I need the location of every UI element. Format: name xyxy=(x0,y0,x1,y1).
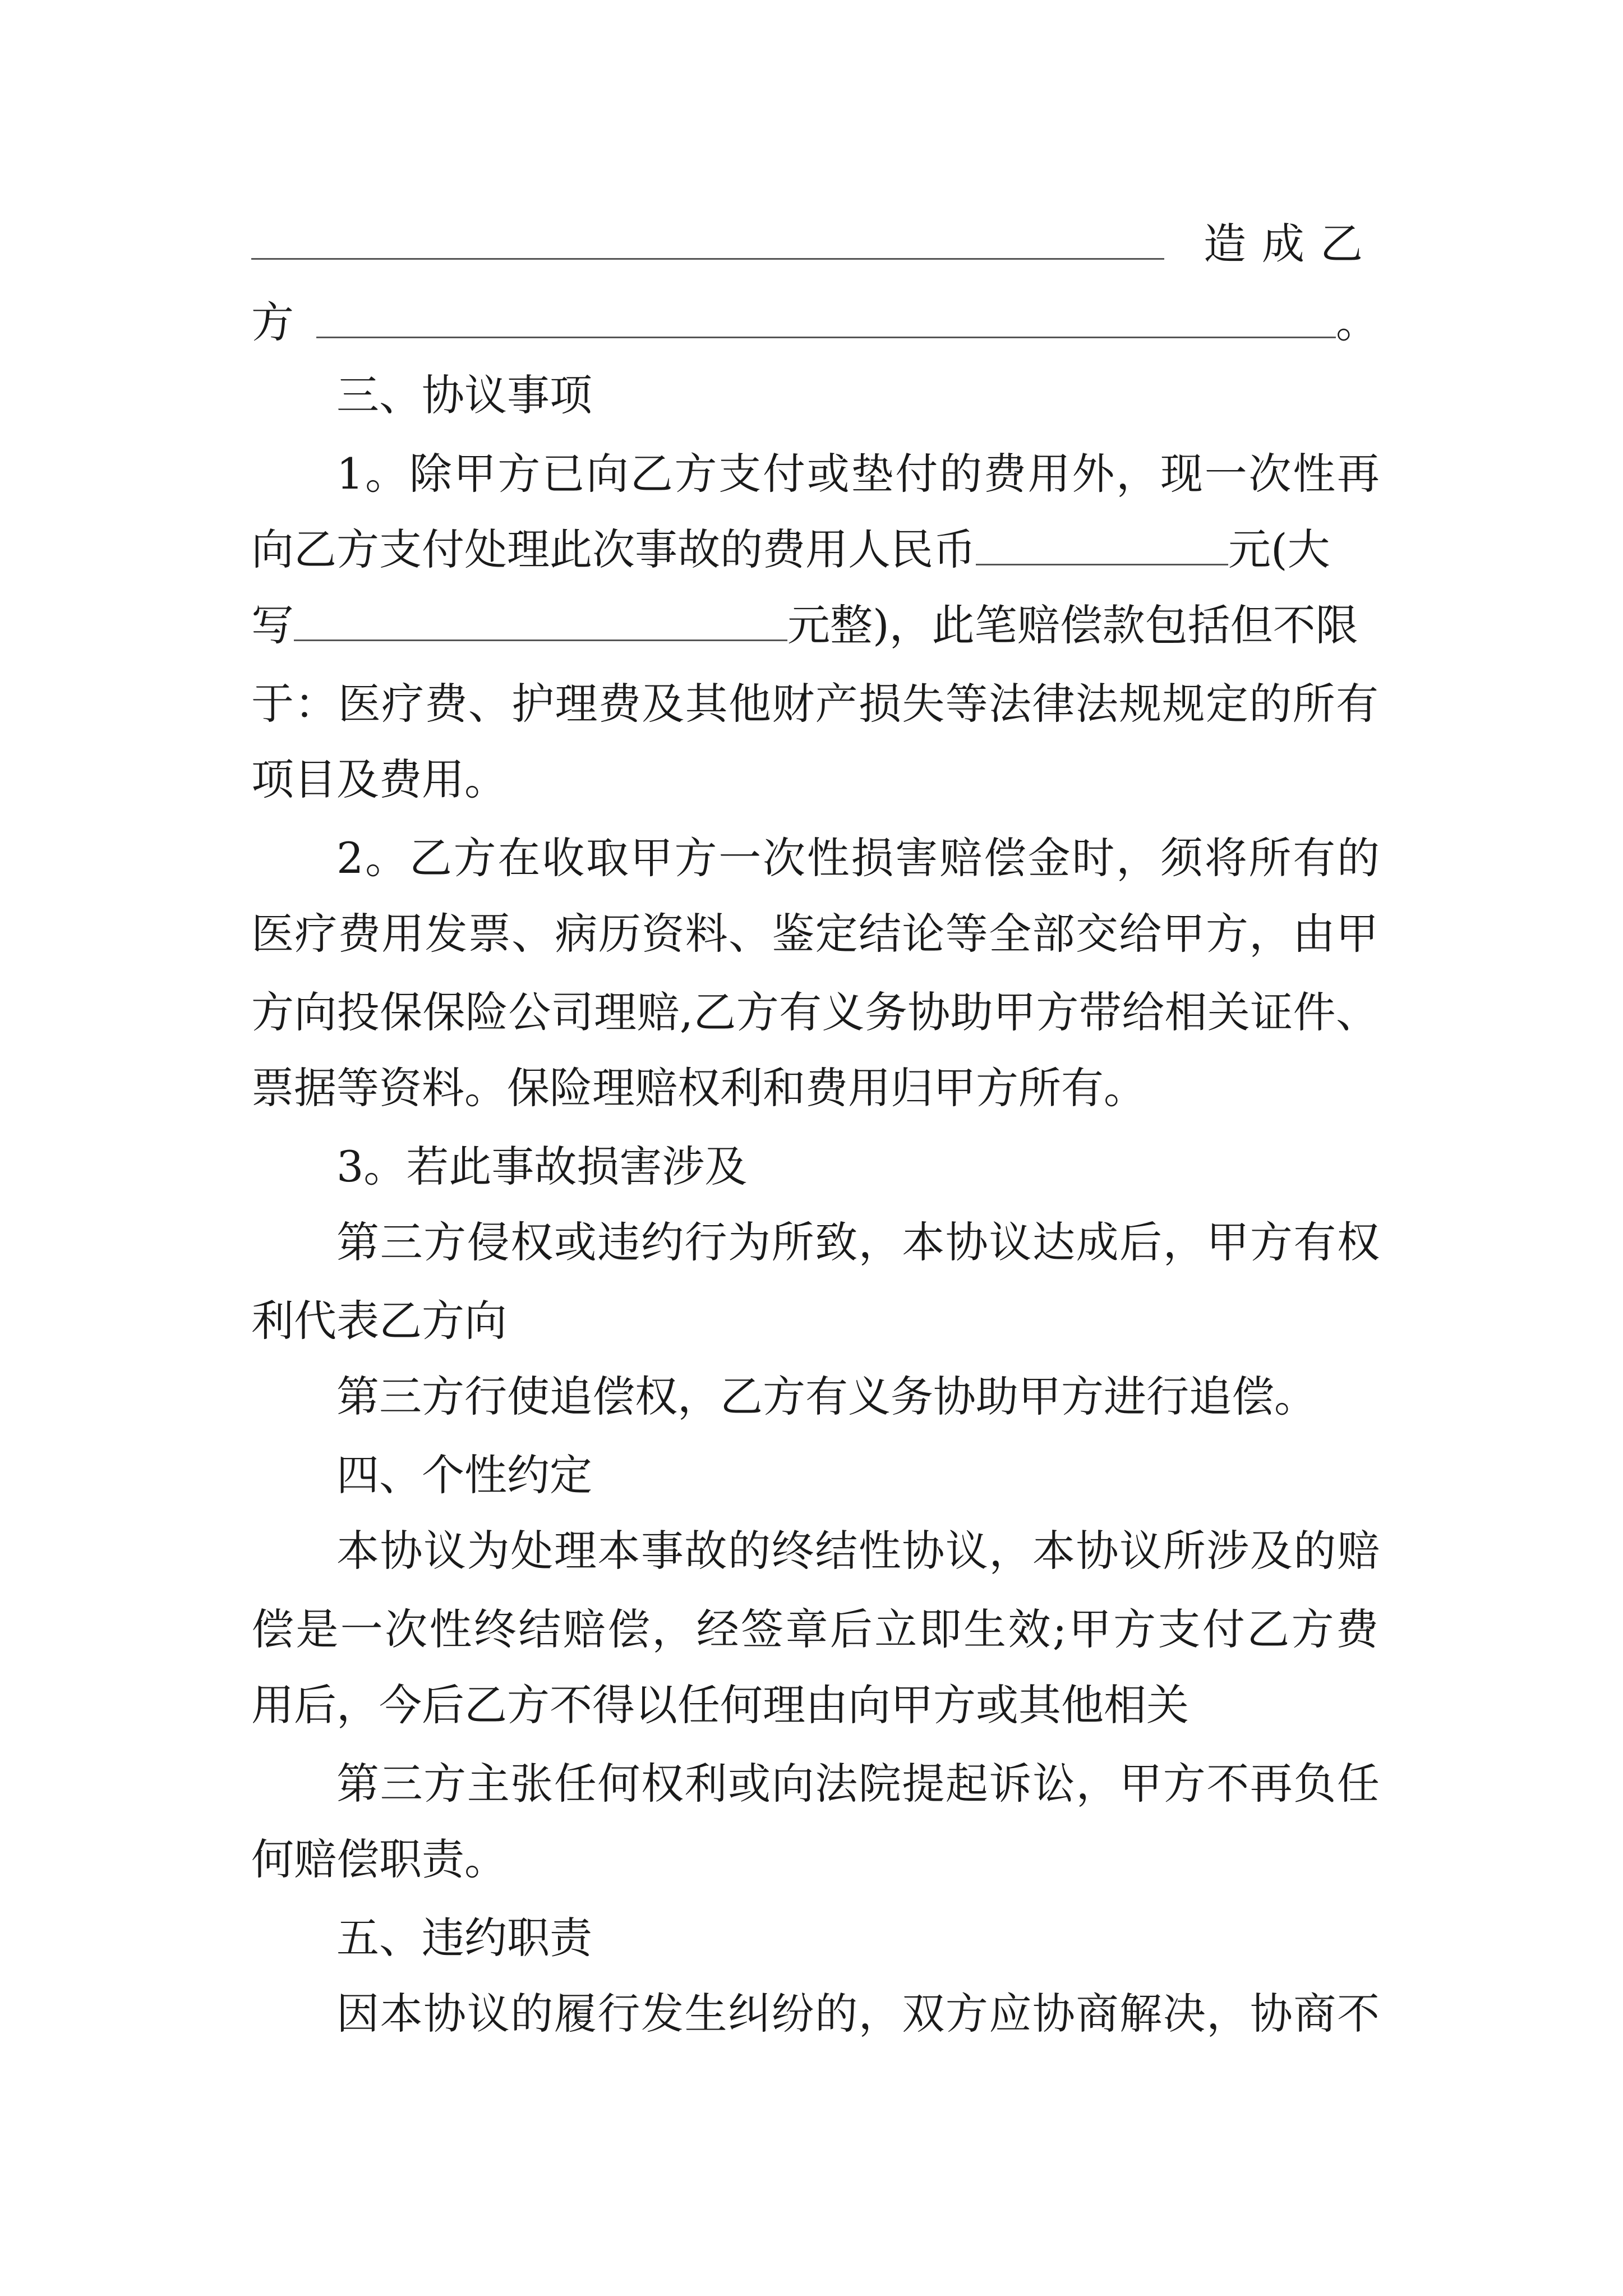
line-blank-party-b xyxy=(251,286,1378,359)
section-4-heading: 四、个性约定 xyxy=(336,1450,592,1500)
item-3-line-4: 第三方行使追偿权，乙方有义务协助甲方进行追偿。 xyxy=(336,1372,1317,1421)
section-4-line-4: 第三方主张任何权利或向法院提起诉讼，甲方不再负任 xyxy=(336,1759,1380,1809)
item-1-text-yuan: 元(大 xyxy=(1228,524,1330,574)
item-1-line-2 xyxy=(251,513,1378,586)
item-1-line-3 xyxy=(251,589,1378,662)
section-5-heading: 五、违约职责 xyxy=(336,1913,592,1963)
item-2-line-3: 方向投保保险公司理赔,乙方有义务协助甲方带给相关证件、 xyxy=(251,987,1378,1037)
section-5-line-1: 因本协议的履行发生纠纷的，双方应协商解决，协商不 xyxy=(336,1989,1380,2039)
fill-in-blank[interactable] xyxy=(316,286,1336,338)
text-cause: 造成乙 xyxy=(1204,219,1378,269)
item-1-line-1: 1。除甲方已向乙方支付或垫付的费用外，现一次性再 xyxy=(336,449,1380,499)
section-4-line-1: 本协议为处理本事故的终结性协议，本协议所涉及的赔 xyxy=(336,1526,1380,1576)
item-2-line-4: 票据等资料。保险理赔权利和费用归甲方所有。 xyxy=(251,1063,1146,1113)
item-3-line-2: 第三方侵权或违约行为所致，本协议达成后，甲方有权 xyxy=(336,1217,1380,1267)
item-1-line-5: 项目及费用。 xyxy=(251,754,507,804)
amount-blank[interactable] xyxy=(976,513,1228,565)
section-4-line-3: 用后，今后乙方不得以任何理由向甲方或其他相关 xyxy=(251,1680,1189,1730)
section-4-line-5: 何赔偿职责。 xyxy=(251,1834,507,1884)
section-4-line-2: 偿是一次性终结赔偿，经签章后立即生效;甲方支付乙方费 xyxy=(251,1604,1378,1654)
amount-uppercase-blank[interactable] xyxy=(294,589,787,641)
text-party: 方 xyxy=(251,297,294,347)
item-3-line-1: 3。若此事故损害涉及 xyxy=(336,1142,748,1191)
line-blank-cause xyxy=(251,208,1378,280)
item-1-text-rest: 元整)，此笔赔偿款包括但不限 xyxy=(787,600,1358,650)
item-1-text-write: 写 xyxy=(251,600,294,650)
item-2-line-1: 2。乙方在收取甲方一次性损害赔偿金时，须将所有的 xyxy=(336,833,1380,883)
fill-in-blank[interactable] xyxy=(251,208,1164,260)
item-1-line-4: 于：医疗费、护理费及其他财产损失等法律法规规定的所有 xyxy=(251,679,1378,729)
item-1-text: 向乙方支付处理此次事故的费用人民币 xyxy=(251,524,976,574)
item-3-line-3: 利代表乙方向 xyxy=(251,1296,507,1346)
item-2-line-2: 医疗费用发票、病历资料、鉴定结论等全部交给甲方，由甲 xyxy=(251,909,1378,959)
text-period: 。 xyxy=(1336,297,1378,347)
section-3-heading: 三、协议事项 xyxy=(336,370,592,420)
